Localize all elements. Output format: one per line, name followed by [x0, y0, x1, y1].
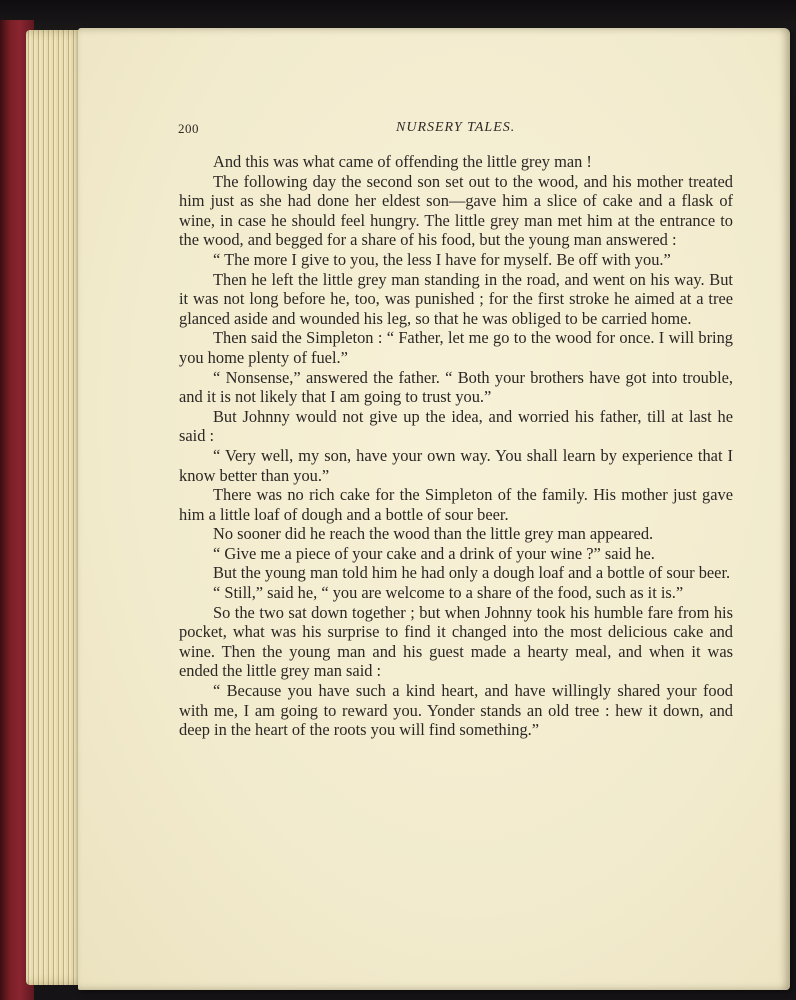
paragraph: And this was what came of offending the little grey man !	[213, 152, 592, 171]
paragraph: “ Nonsense,” answered the father. “ Both your brothers have got into trouble, and it is not likely that I am going to trust you.”	[179, 367, 733, 407]
paragraph: “ Because you have such a kind heart, and have willingly shared your food with me, I am going to reward you. Yonder stands an old tree : hew it down, and deep in the heart of the roots you will find something.”	[179, 681, 733, 740]
paragraph: So the two sat down together ; but when Johnny took his humble fare from his pocket, what was his surprise to find it changed into the most delicious cake and wine. Then the young man and his guest made a hearty meal, and when it was ended the little grey man said :	[179, 602, 733, 681]
page-number: 200	[178, 121, 199, 136]
running-head	[178, 121, 738, 141]
paragraph: The following day the second son set out to the wood, and his mother treated him just as she had done her eldest son—gave him a slice of cake and a flask of wine, in case he should feel hungry. The little grey man met him at the entrance to the wood, and begged for a share of his food, but the young man answered :	[179, 171, 733, 250]
paragraph: No sooner did he reach the wood than the little grey man appeared.	[213, 524, 654, 544]
paragraph: Then said the Simpleton : “ Father, let me go to the wood for once. I will bring you home plenty of fuel.”	[179, 328, 733, 367]
paragraph: There was no rich cake for the Simpleton of the family. His mother just gave him a little loaf of dough and a bottle of sour beer.	[179, 485, 733, 524]
paragraph: But the young man told him he had only a dough loaf and a bottle of sour beer.	[213, 563, 731, 583]
running-title: NURSERY TALES.	[396, 120, 516, 135]
page-edges	[26, 30, 86, 985]
paragraph: “ The more I give to you, the less I have for myself. Be off with you.”	[213, 249, 671, 269]
paragraph: “ Very well, my son, have your own way. You shall learn by experience that I know better than you.”	[179, 445, 733, 485]
paragraph: But Johnny would not give up the idea, and worried his father, till at last he said :	[179, 406, 733, 446]
body-text	[179, 152, 733, 740]
paragraph: Then he left the little grey man standing in the road, and went on his way. But it was not long before he, too, was punished ; for the first stroke he aimed at a tree glanced aside and wounded his leg, so that he was obliged to be carried home.	[179, 269, 733, 328]
paragraph: “ Still,” said he, “ you are welcome to a share of the food, such as it is.”	[213, 583, 684, 603]
paragraph: “ Give me a piece of your cake and a drink of your wine ?” said he.	[213, 543, 655, 563]
